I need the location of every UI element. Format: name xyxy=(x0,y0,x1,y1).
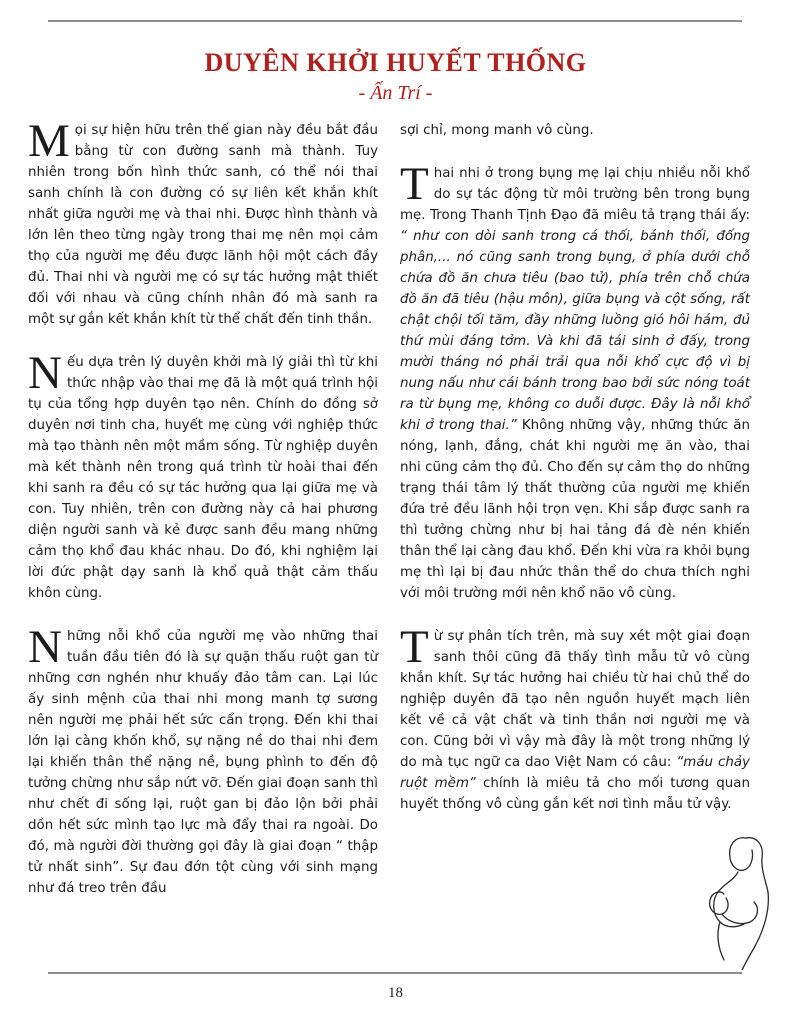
drop-cap: N xyxy=(28,621,62,673)
right-column xyxy=(400,120,750,837)
paragraph-text: Không những vậy, những thức ăn nóng, lạnh, đắng, chát khi người mẹ ăn vào, thai nhi cũng cảm thọ đủ. Cho đến sự cảm thọ do những trạng thái tâm lý thất thường của người mẹ khiến đứa trẻ đều lãnh hội trọn vẹn. Khi sắp được sanh ra thì tưởng chừng như bị hai tảng đá đè nén khiến thân thể lại càng đau khổ. Đến khi vừa ra khỏi bụng mẹ thì lại bị đau nhức thân thể do chưa thích nghi với môi trường mới nên khổ não vô cùng. xyxy=(400,418,750,601)
mother-arm-stroke xyxy=(718,922,724,960)
paragraph-5 xyxy=(400,621,750,815)
paragraph-text: ừ sự phân tích trên, mà suy xét một giai đoạn sanh thôi cũng đã thấy tình mẫu tử vô cùng khắn khít. Sự tác hưởng hai chiều từ hai chủ thể do nghiệp duyên đã tạo nên nguồn huyết mạch liên kết về cả vật chất và tinh thần nơi người mẹ và con. Cũng bởi vì vậy mà đây là một trong những lý do mà tục ngữ ca dao Việt Nam có câu: xyxy=(400,629,750,770)
paragraph-text: sợi chỉ, mong manh vô cùng. xyxy=(400,123,594,138)
child-head-stroke xyxy=(710,892,728,914)
proverb-quote: “máu chảy ruột mềm” xyxy=(400,755,750,791)
article-author: - Ấn Trí - xyxy=(358,82,433,104)
paragraph-text: hai nhi ở trong bụng mẹ lại chịu nhiều nỗi khổ do sự tác động từ môi trường bên trong bụng mẹ. Trong Thanh Tịnh Đạo đã miêu tả trạng thái ấy: xyxy=(400,166,750,223)
mother-head-stroke xyxy=(730,838,753,871)
drop-cap: M xyxy=(28,115,70,167)
paragraph-text: chính là miêu tả cho mối tương quan huyết thống vô cùng gắn kết nơi tình mẫu tử vậy. xyxy=(400,776,750,812)
paragraph-continuation xyxy=(400,120,750,141)
child-body-stroke xyxy=(722,902,757,924)
mother-hair-stroke xyxy=(746,838,768,892)
drop-cap: T xyxy=(400,158,429,210)
top-rule xyxy=(48,20,742,22)
page-number: 18 xyxy=(388,985,403,1001)
left-column xyxy=(28,115,378,921)
paragraph-text: ếu dựa trên lý duyên khởi mà lý giải thì từ khi thức nhập vào thai mẹ đã là một quá trình hội tụ của tổng hợp duyên tạo nên. Chính do đồng sở duyên nơi tinh cha, huyết mẹ cùng với nghiệp thức mà tạo thành nên một mầm sống. Từ nghiệp duyên mà kết thành nên trong quá trình từ hoài thai đến khi sanh ra đều có sự tác hưởng qua lại giữa mẹ và con. Tuy nhiên, trên con đường này cả hai phương diện người sanh và kẻ được sanh đều mang những cảm thọ khổ đau khác nhau. Do đó, khi nghiệm lại lời đức phật dạy sanh là khổ quả thật cảm thấu khôn cùng. xyxy=(28,355,378,601)
article-title: DUYÊN KHỞI HUYẾT THỐNG xyxy=(204,48,587,77)
drop-cap: N xyxy=(28,347,62,399)
paragraph-3 xyxy=(28,621,378,899)
paragraph-text: hững nỗi khổ của người mẹ vào những thai tuần đầu tiên đó là sự quặn thấu ruột gan từ những cơn nghén như khuấy đảo tâm can. Lại lúc ấy sinh mệnh của thai nhi mong manh tợ sương nên người mẹ phải hết sức cẩn trọng. Đến khi thai lớn lại càng khốn khổ, sự nặng nề do thai nhi đem lại khiến thân thể nặng nề, bụng phình to đến độ tưởng chừng như sắp nứt vỡ. Đến giai đoạn sanh thì như chết đi sống lại, ruột gan bị đảo lộn bởi phải dồn hết sức mình tạo lực mà đẩy thai ra ngoài. Do đó, mà người đời thường gọi đây là giai đoạn “ thập tử nhất sinh”. Sự đau đớn tột cùng với sinh mạng như đá treo trên đầu xyxy=(28,629,378,896)
paragraph-1 xyxy=(28,115,378,330)
paragraph-text: ọi sự hiện hữu trên thế gian này đều bắt đầu bằng từ con đường sanh mà thành. Tuy nhiên trong bốn hình thức sanh, có thể nói thai sanh chính là con đường có sự liên kết khắn khít nhất giữa người mẹ và thai nhi. Được hình thành và lớn lên theo từng ngày trong thai mẹ nên mọi cảm thọ của người mẹ đều được lãnh hội một cách đầy đủ. Thai nhi và người mẹ có sự tác hưởng mật thiết đối với nhau và cũng chính nhân đó mà sanh ra một sự gắn kết khắn khít từ thể chất đến tinh thần. xyxy=(28,123,378,327)
mother-child-sketch-icon xyxy=(694,830,774,970)
paragraph-2 xyxy=(28,347,378,604)
paragraph-4 xyxy=(400,158,750,604)
bottom-rule xyxy=(48,972,742,974)
drop-cap: T xyxy=(400,621,429,673)
mother-shoulder-stroke xyxy=(714,872,744,927)
scripture-quote: “ như con dòi sanh trong cá thối, bánh thối, đống phân,... nó cũng sanh trong bụng, ở phía dưới chỗ chứa đồ ăn chưa tiêu (bao tử), phía trên chỗ chứa đồ ăn đã tiêu (hậu môn), giữa bụng và cột sống, rất chật chội tối tăm, đầy những luồng gió hôi hám, đủ thứ mùi đáng tởm. Và khi đã tái sinh ở đấy, trong mười tháng nó phải trải qua nỗi khổ cực độ vì bị nung nấu như cái bánh trong bao bởi sức nóng toát ra từ bụng mẹ, không co duỗi được. Đây là nỗi khổ khi ở trong thai.” xyxy=(400,229,750,433)
